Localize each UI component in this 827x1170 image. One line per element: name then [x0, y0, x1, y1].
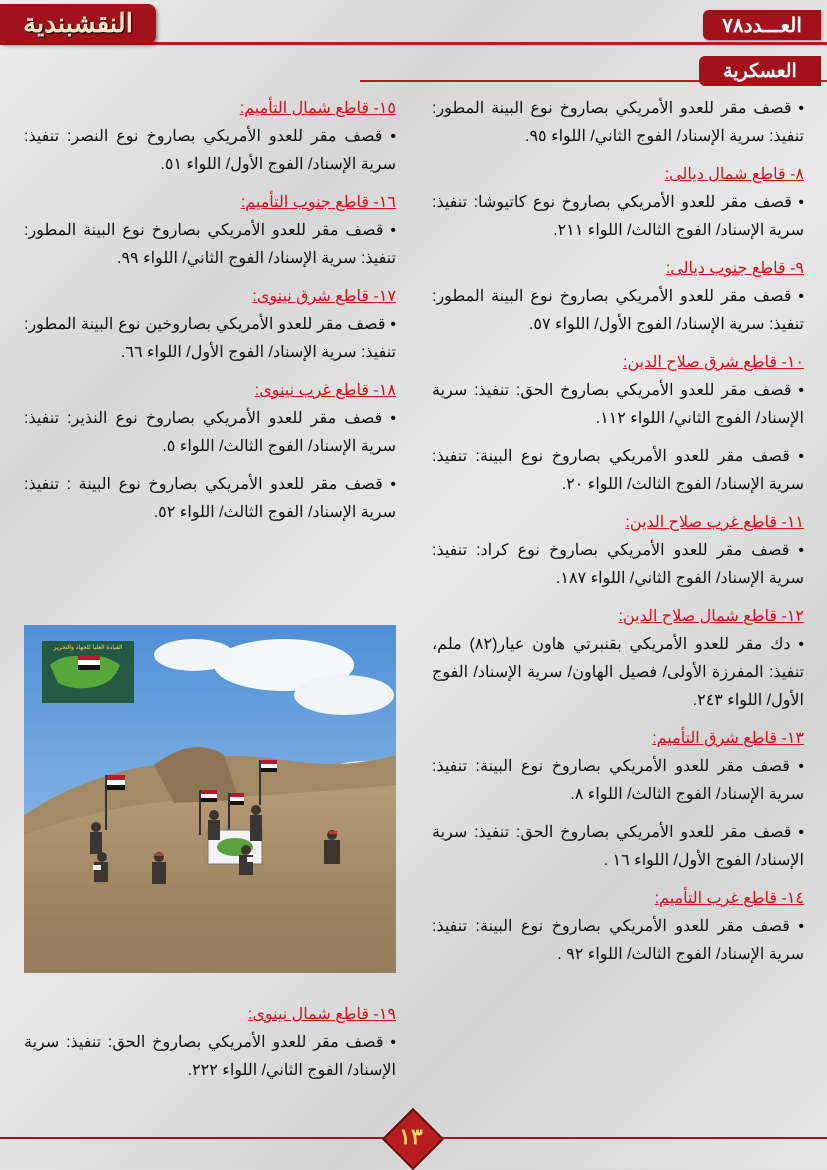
paragraph: • قصف مقر للعدو الأمريكي بصاروخ نوع البينة المطور: تنفيذ: سرية الإسناد/ الفوج الأول/ اللواء ٥٧.: [432, 288, 804, 333]
section-heading: ١٨- قاطع غرب نينوى:: [254, 382, 396, 399]
paragraph: • قصف مقر للعدو الأمريكي بصاروخ نوع النذير: تنفيذ: سرية الإسناد/ الفوج الثالث/ اللواء ٥.: [24, 410, 396, 455]
left-column: [24, 95, 396, 537]
page-number-badge: [386, 1112, 436, 1162]
paragraph: • قصف مقر للعدو الأمريكي بصاروخ الحق: تنفيذ: سرية الإسناد/ الفوج الثاني/ اللواء ٢٢٢.: [24, 1034, 396, 1079]
section-heading: ٩- قاطع جنوب ديالى:: [665, 260, 804, 277]
section-heading: ١٢- قاطع شمال صلاح الدين:: [618, 608, 804, 625]
paragraph: • قصف مقر للعدو الأمريكي بصاروخين نوع البينة المطور: تنفيذ: سرية الإسناد/ الفوج الأول/ اللواء ٦٦.: [24, 316, 396, 361]
paragraph: • قصف مقر للعدو الأمريكي بصاروخ نوع البينة المطور: تنفيذ: سرية الإسناد/ الفوج الثاني/ اللواء ٩٥.: [432, 100, 804, 145]
section-heading: ١٤- قاطع غرب التأميم:: [654, 890, 804, 907]
page-number: ١٣: [399, 1124, 423, 1150]
field-photo: [24, 625, 396, 973]
paragraph: • قصف مقر للعدو الأمريكي بصاروخ نوع كاتيوشا: تنفيذ: سرية الإسناد/ الفوج الثالث/ اللواء ٢١١.: [432, 194, 804, 239]
paragraph: • قصف مقر للعدو الأمريكي بصاروخ الحق: تنفيذ: سرية الإسناد/ الفوج الثاني/ اللواء ١١٢.: [432, 382, 804, 427]
logo-caption: القيادة العليا للجهاد والتحرير: [53, 644, 123, 651]
paragraph: • قصف مقر للعدو الأمريكي بصاروخ نوع النصر: تنفيذ: سرية الإسناد/ الفوج الأول/ اللواء ٥١.: [24, 128, 396, 173]
section-heading: ٨- قاطع شمال ديالى:: [664, 166, 804, 183]
section-title: العسكرية: [723, 60, 797, 82]
section-heading: ١٣- قاطع شرق التأميم:: [652, 730, 804, 747]
section-heading: ١٩- قاطع شمال نينوى:: [247, 1006, 396, 1023]
section-heading: ١٧- قاطع شرق نينوى:: [252, 288, 396, 305]
paragraph: • قصف مقر للعدو الأمريكي بصاروخ نوع كراد: تنفيذ: سرية الإسناد/ الفوج الثاني/ اللواء ١٨٧.: [432, 542, 804, 587]
paragraph: • قصف مقر للعدو الأمريكي بصاروخ نوع البينة: تنفيذ: سرية الإسناد/ الفوج الثالث/ اللواء ٩٢ .: [432, 918, 804, 963]
paragraph: • دك مقر للعدو الأمريكي بقنبرتي هاون عيار(٨٢) ملم، تنفيذ: المفرزة الأولى/ فصيل الهاون/ سرية الإسناد/ الفوج الأول/ اللواء ٢٤٣.: [432, 636, 805, 709]
paragraph: • قصف مقر للعدو الأمريكي بصاروخ نوع البينة: تنفيذ: سرية الإسناد/ الفوج الثالث/ اللواء ٨.: [432, 758, 804, 803]
section-heading: ١٠- قاطع شرق صلاح الدين:: [623, 354, 804, 371]
magazine-title: النقشبندية: [23, 9, 133, 39]
issue-banner: [703, 10, 821, 40]
section-heading: ١٦- قاطع جنوب التأميم:: [240, 194, 396, 211]
paragraph: • قصف مقر للعدو الأمريكي بصاروخ نوع البينة المطور: تنفيذ: سرية الإسناد/ الفوج الثاني/ اللواء ٩٩.: [24, 222, 396, 267]
paragraph: • قصف مقر للعدو الأمريكي بصاروخ نوع البينة : تنفيذ: سرية الإسناد/ الفوج الثالث/ اللواء ٥٢.: [24, 476, 396, 521]
paragraph: • قصف مقر للعدو الأمريكي بصاروخ الحق: تنفيذ: سرية الإسناد/ الفوج الأول/ اللواء ١٦ .: [432, 824, 804, 869]
emblem-logo: [42, 641, 134, 703]
left-column-bottom: [24, 1001, 396, 1095]
section-heading: ١١- قاطع غرب صلاح الدين:: [625, 514, 804, 531]
paragraph: • قصف مقر للعدو الأمريكي بصاروخ نوع البينة: تنفيذ: سرية الإسناد/ الفوج الثالث/ اللواء ٢٠.: [432, 448, 804, 493]
section-banner: [699, 56, 821, 86]
magazine-title-banner: [0, 4, 156, 44]
section-heading: ١٥- قاطع شمال التأميم:: [239, 100, 396, 117]
issue-number: العـــدد٧٨: [722, 13, 802, 37]
right-column: [432, 95, 804, 979]
